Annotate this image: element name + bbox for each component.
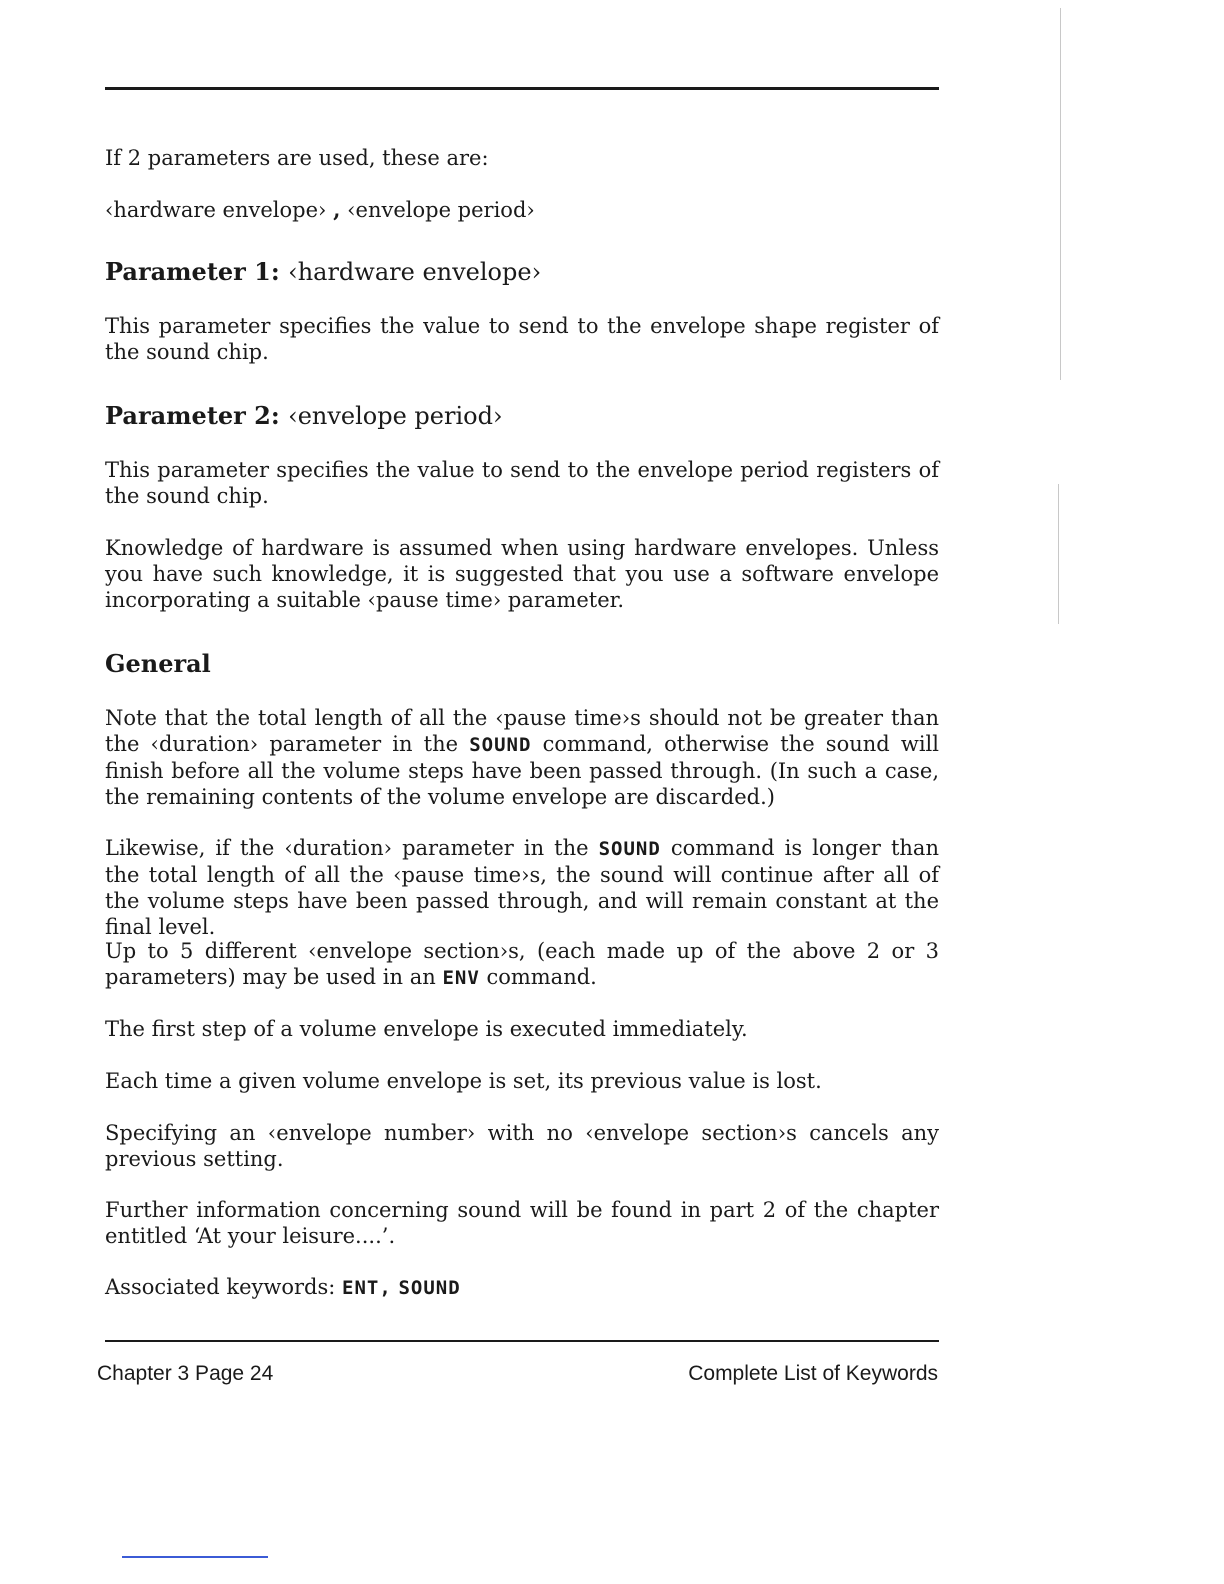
parameter-2-heading [105, 401, 939, 431]
general-paragraph-3-part-b: command. [486, 965, 597, 989]
parameter-1-label: Parameter 1: [105, 257, 280, 286]
knowledge-text: Knowledge of hardware is assumed when using hardware envelopes. Unless you have such knowledge, it is suggested that you use a software envelope incorporating a suitable ‹pause time› parameter. [105, 536, 939, 612]
parameter-2-arg: ‹envelope period› [288, 402, 503, 430]
general-paragraph-1-part-b: command, otherwise the sound will finish before all the volume steps have been passed through. (In such a case, the remaining contents of the volume envelope are discarded.) [105, 732, 939, 809]
keyword-env: ENV [442, 967, 480, 989]
general-paragraph-2-part-a: Likewise, if the ‹duration› parameter in the [105, 836, 589, 860]
general-paragraph-7: Further information concerning sound will be found in part 2 of the chapter entitled ‘At your leisure....’. [105, 1198, 939, 1248]
parameter-1-arg: ‹hardware envelope› [288, 258, 542, 286]
header-rule [105, 87, 939, 90]
general-paragraph-1-part-a: Note that the total length of all the ‹pause time›s should not be greater than the ‹duration› parameter in the [105, 706, 939, 756]
keyword-sound: SOUND [469, 734, 532, 756]
parameter-2-text: This parameter specifies the value to send to the envelope period registers of the sound chip. [105, 458, 939, 508]
parameter-2-label: Parameter 2: [105, 401, 280, 430]
syntax-param1: ‹hardware envelope› [105, 198, 327, 222]
general-paragraph-2 [105, 835, 939, 940]
footer-page-label: Chapter 3 Page 24 [97, 1362, 274, 1385]
general-paragraph-6: Specifying an ‹envelope number› with no ‹envelope section›s cancels any previous setting. [105, 1121, 939, 1171]
footer-rule [105, 1340, 939, 1342]
syntax-line [105, 197, 939, 223]
general-paragraph-4: The first step of a volume envelope is executed immediately. [105, 1017, 748, 1041]
intro-text: If 2 parameters are used, these are: [105, 146, 489, 170]
syntax-separator: , [333, 197, 341, 222]
general-heading: General [105, 649, 211, 678]
syntax-param2: ‹envelope period› [347, 198, 535, 222]
footer-section-title: Complete List of Keywords [688, 1362, 938, 1385]
associated-keywords [105, 1274, 939, 1301]
keyword-ent: ENT [342, 1277, 380, 1299]
scan-margin-line [1060, 8, 1061, 380]
scan-margin-line [1058, 484, 1059, 624]
general-paragraph-1 [105, 705, 939, 810]
scan-edge-mark [122, 1556, 268, 1558]
general-paragraph-5: Each time a given volume envelope is set, its previous value is lost. [105, 1069, 822, 1093]
keyword-separator: , [379, 1277, 392, 1299]
keyword-sound: SOUND [598, 838, 661, 860]
general-paragraph-3 [105, 938, 939, 991]
general-paragraph-3-part-a: Up to 5 different ‹envelope section›s, (each made up of the above 2 or 3 parameters) may be used in an [105, 939, 939, 989]
parameter-1-text: This parameter specifies the value to send to the envelope shape register of the sound chip. [105, 314, 939, 364]
general-paragraph-2-part-b: command is longer than the total length of all the ‹pause time›s, the sound will continue after all of the volume steps have been passed through, and will remain constant at the final level. [105, 836, 939, 939]
parameter-1-heading [105, 257, 939, 287]
associated-keywords-label: Associated keywords: [105, 1275, 336, 1299]
keyword-sound: SOUND [398, 1277, 461, 1299]
